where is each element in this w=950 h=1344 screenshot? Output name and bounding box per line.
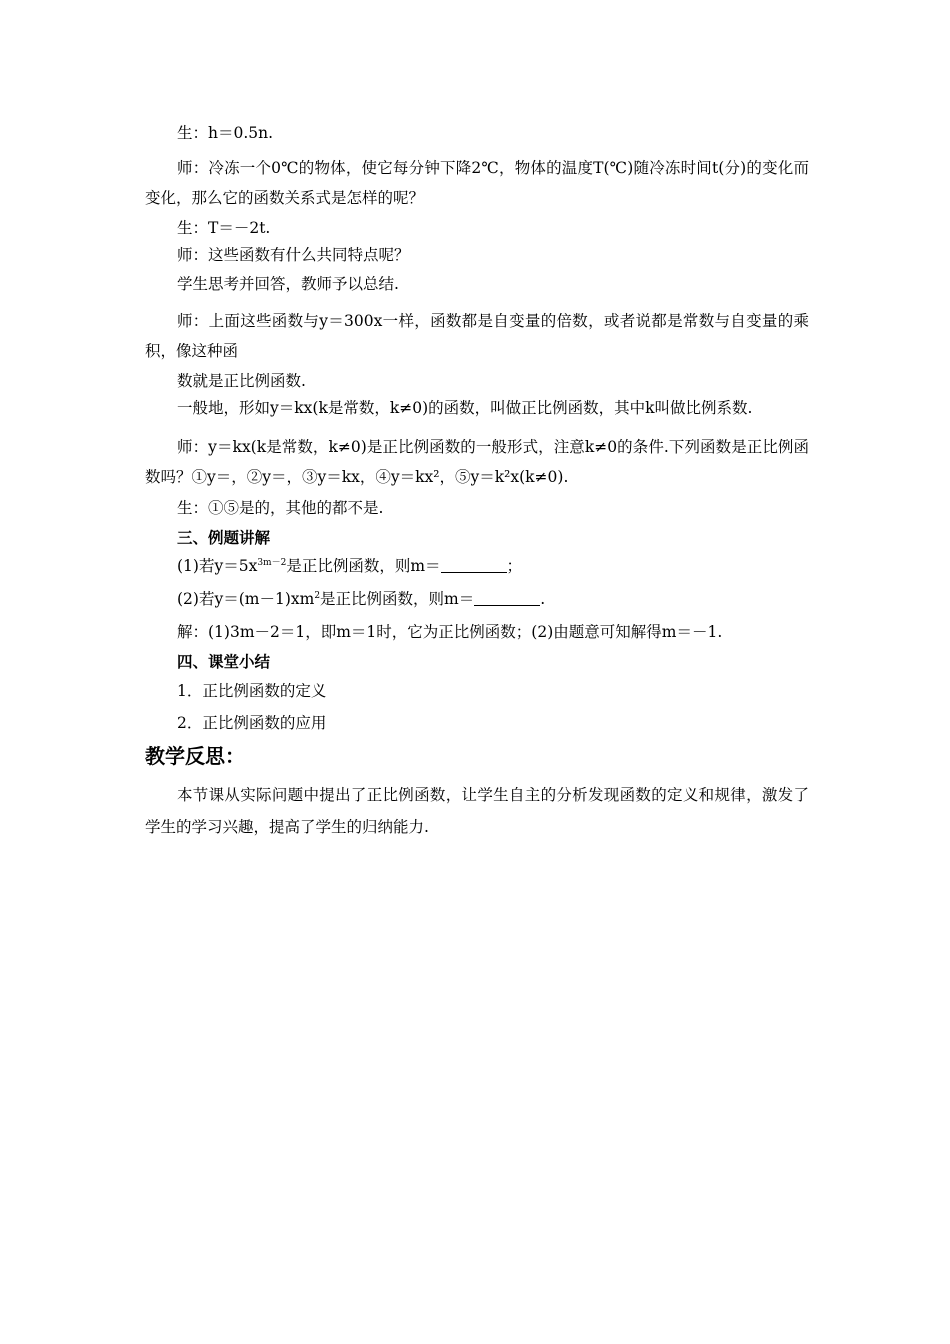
example-2-end: . [540, 590, 546, 608]
example-2 [145, 589, 809, 609]
example-1 [145, 556, 809, 576]
example-2-text: 是正比例函数，则m＝ [320, 590, 475, 608]
example-2-blank [474, 590, 540, 606]
example-solution: 解：(1)3m－2＝1，即m＝1时，它为正比例函数；(2)由题意可知解得m＝－1. [177, 623, 723, 641]
dialog-line-teacher-question: 师：这些函数有什么共同特点呢？ [177, 246, 410, 264]
definition-line: 一般地，形如y＝kx(k是常数，k≠0)的函数，叫做正比例函数，其中k叫做比例系数. [177, 399, 753, 417]
reflection-title: 教学反思： [145, 744, 245, 768]
dialog-line-student-answer: 生：①⑤是的，其他的都不是. [177, 499, 384, 517]
dialog-line-student-T: 生：T＝－2t. [177, 219, 271, 237]
example-2-exponent: 2 [314, 591, 321, 601]
example-1-text: 是正比例函数，则m＝ [286, 557, 441, 575]
example-2-prefix: (2)若y＝(m－1)xm [177, 590, 315, 608]
example-1-end: ； [506, 557, 523, 575]
summary-item-1: 1．正比例函数的定义 [177, 682, 327, 700]
dialog-line-teacher-freeze: 师：冷冻一个0℃的物体，使它每分钟下降2℃，物体的温度T(℃)随冷冻时间t(分)的变化而变化，那么它的函数关系式是怎样的呢？ [145, 159, 809, 207]
dialog-line-definition-cont: 数就是正比例函数. [177, 372, 306, 390]
dialog-line-teacher-general-form: 师：y＝kx(k是常数，k≠0)是正比例函数的一般形式，注意k≠0的条件.下列函数是正比例函数吗？①y＝，②y＝，③y＝kx，④y＝kx²，⑤y＝k²x(k≠0). [145, 438, 809, 486]
section-heading-examples: 三、例题讲解 [177, 528, 271, 547]
section-heading-summary: 四、课堂小结 [177, 652, 271, 671]
dialog-line-student-h: 生：h＝0.5n. [177, 124, 274, 142]
dialog-line-teacher-common: 师：上面这些函数与y＝300x一样，函数都是自变量的倍数，或者说都是常数与自变量的乘积，像这种函 [145, 312, 809, 360]
example-1-blank [441, 557, 507, 573]
example-1-exponent: 3m－2 [257, 558, 287, 568]
example-1-prefix: (1)若y＝5x [177, 557, 258, 575]
reflection-text: 本节课从实际问题中提出了正比例函数，让学生自主的分析发现函数的定义和规律，激发了学生的学习兴趣，提高了学生的归纳能力. [145, 786, 809, 836]
summary-item-2: 2．正比例函数的应用 [177, 714, 327, 732]
dialog-line-summary: 学生思考并回答，教师予以总结. [177, 275, 399, 293]
